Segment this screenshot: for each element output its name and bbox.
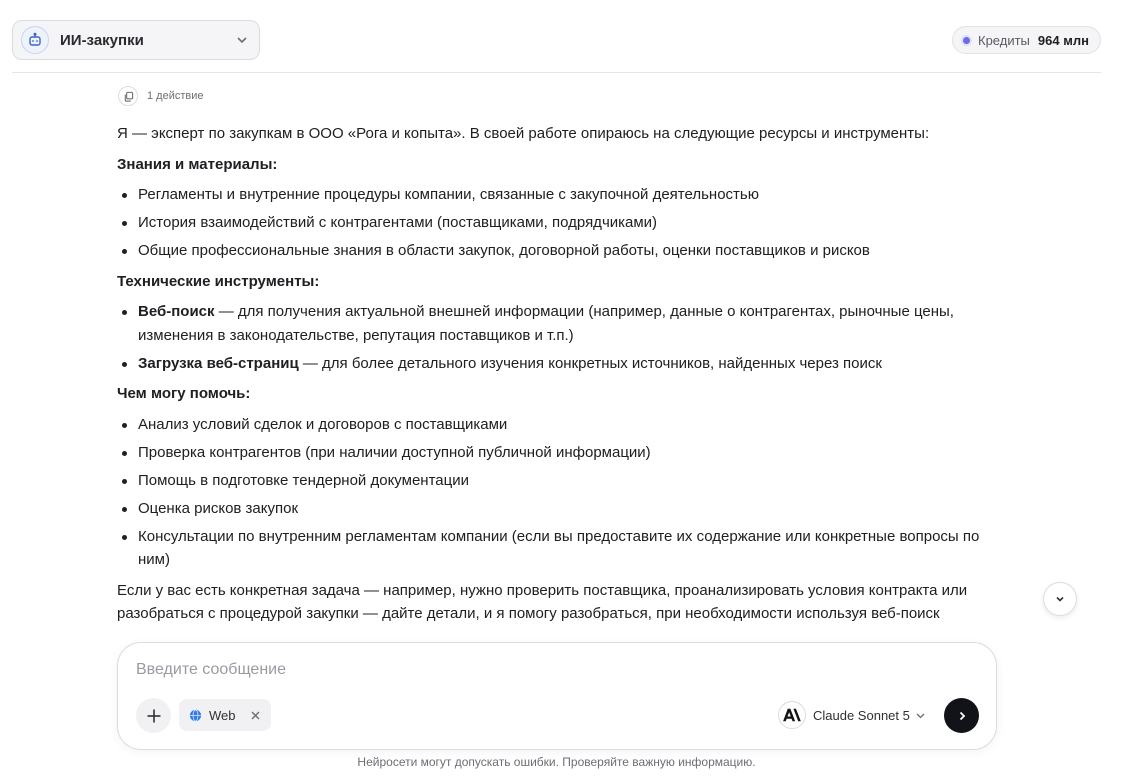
chip-label: Web: [209, 707, 236, 723]
scroll-down-button[interactable]: [1043, 582, 1077, 616]
tool-name: Веб-поиск: [138, 303, 215, 320]
list-item: Консультации по внутренним регламентам компании (если вы предоставите их содержание или конкретные вопросы по ним): [117, 525, 1002, 572]
list-item: Помощь в подготовке тендерной документации: [117, 469, 1002, 493]
disclaimer: Нейросети могут допускать ошибки. Проверяйте важную информацию.: [357, 755, 756, 769]
plus-icon: [145, 707, 163, 725]
tools-list: [117, 300, 1002, 375]
credits-label: Кредиты: [978, 32, 1030, 48]
agent-selector[interactable]: [12, 20, 260, 60]
list-item: [117, 300, 1002, 347]
chevron-down-icon: [915, 710, 926, 721]
credits-badge: [952, 26, 1101, 54]
credits-value: 964 млн: [1037, 32, 1089, 48]
agent-name: ИИ-закупки: [60, 31, 144, 49]
web-search-chip[interactable]: [179, 699, 271, 731]
tool-desc: — для получения актуальной внешней информации (например, данные о контрагентах, рыночные цены, изменения в законодательстве, репутация поставщиков и т.п.): [138, 303, 954, 344]
actions-indicator[interactable]: [118, 86, 204, 106]
list-item: [117, 352, 1002, 376]
list-item: Оценка рисков закупок: [117, 497, 1002, 521]
message-intro: Я — эксперт по закупкам в ООО «Рога и копыта». В своей работе опираюсь на следующие ресурсы и инструменты:: [117, 125, 930, 142]
help-heading: Чем могу помочь:: [117, 385, 251, 402]
chevron-right-icon: [956, 710, 968, 722]
model-selector[interactable]: [778, 700, 926, 730]
help-list: [117, 413, 1002, 572]
tool-desc: — для более детального изучения конкретных источников, найденных через поиск: [298, 354, 882, 372]
knowledge-list: [117, 183, 1002, 263]
close-icon[interactable]: [250, 710, 261, 721]
list-item: Регламенты и внутренние процедуры компании, связанные с закупочной деятельностью: [117, 183, 1002, 207]
tool-name: Загрузка веб-страниц: [138, 354, 299, 372]
chevron-down-icon: [1054, 593, 1066, 605]
copy-icon: [118, 86, 138, 106]
send-button[interactable]: [944, 698, 979, 733]
chevron-down-icon: [235, 33, 249, 47]
add-attachment-button[interactable]: [136, 698, 171, 733]
list-item: Проверка контрагентов (при наличии доступной публичной информации): [117, 441, 1002, 465]
header-divider: [12, 72, 1101, 73]
message-outro: Если у вас есть конкретная задача — например, нужно проверить поставщика, проанализировать условия контракта или разобраться с процедурой закупки — дайте детали, и я помогу разобраться, при необходимости используя веб-поиск: [117, 581, 968, 622]
robot-icon: [21, 26, 49, 54]
anthropic-logo-icon: [778, 701, 806, 729]
tools-heading: Технические инструменты:: [117, 272, 320, 290]
actions-label: 1 действие: [147, 90, 204, 102]
globe-icon: [189, 709, 202, 722]
message-input[interactable]: [136, 661, 976, 679]
assistant-message: [117, 122, 1002, 633]
message-composer: [117, 642, 997, 750]
list-item: История взаимодействий с контрагентами (поставщиками, подрядчиками): [117, 211, 1002, 235]
knowledge-heading: Знания и материалы:: [117, 155, 278, 173]
credits-dot-icon: [963, 37, 970, 44]
list-item: Общие профессиональные знания в области закупок, договорной работы, оценки поставщиков и рисков: [117, 239, 1002, 263]
list-item: Анализ условий сделок и договоров с поставщиками: [117, 413, 1002, 437]
model-name: Claude Sonnet 5: [813, 707, 910, 723]
